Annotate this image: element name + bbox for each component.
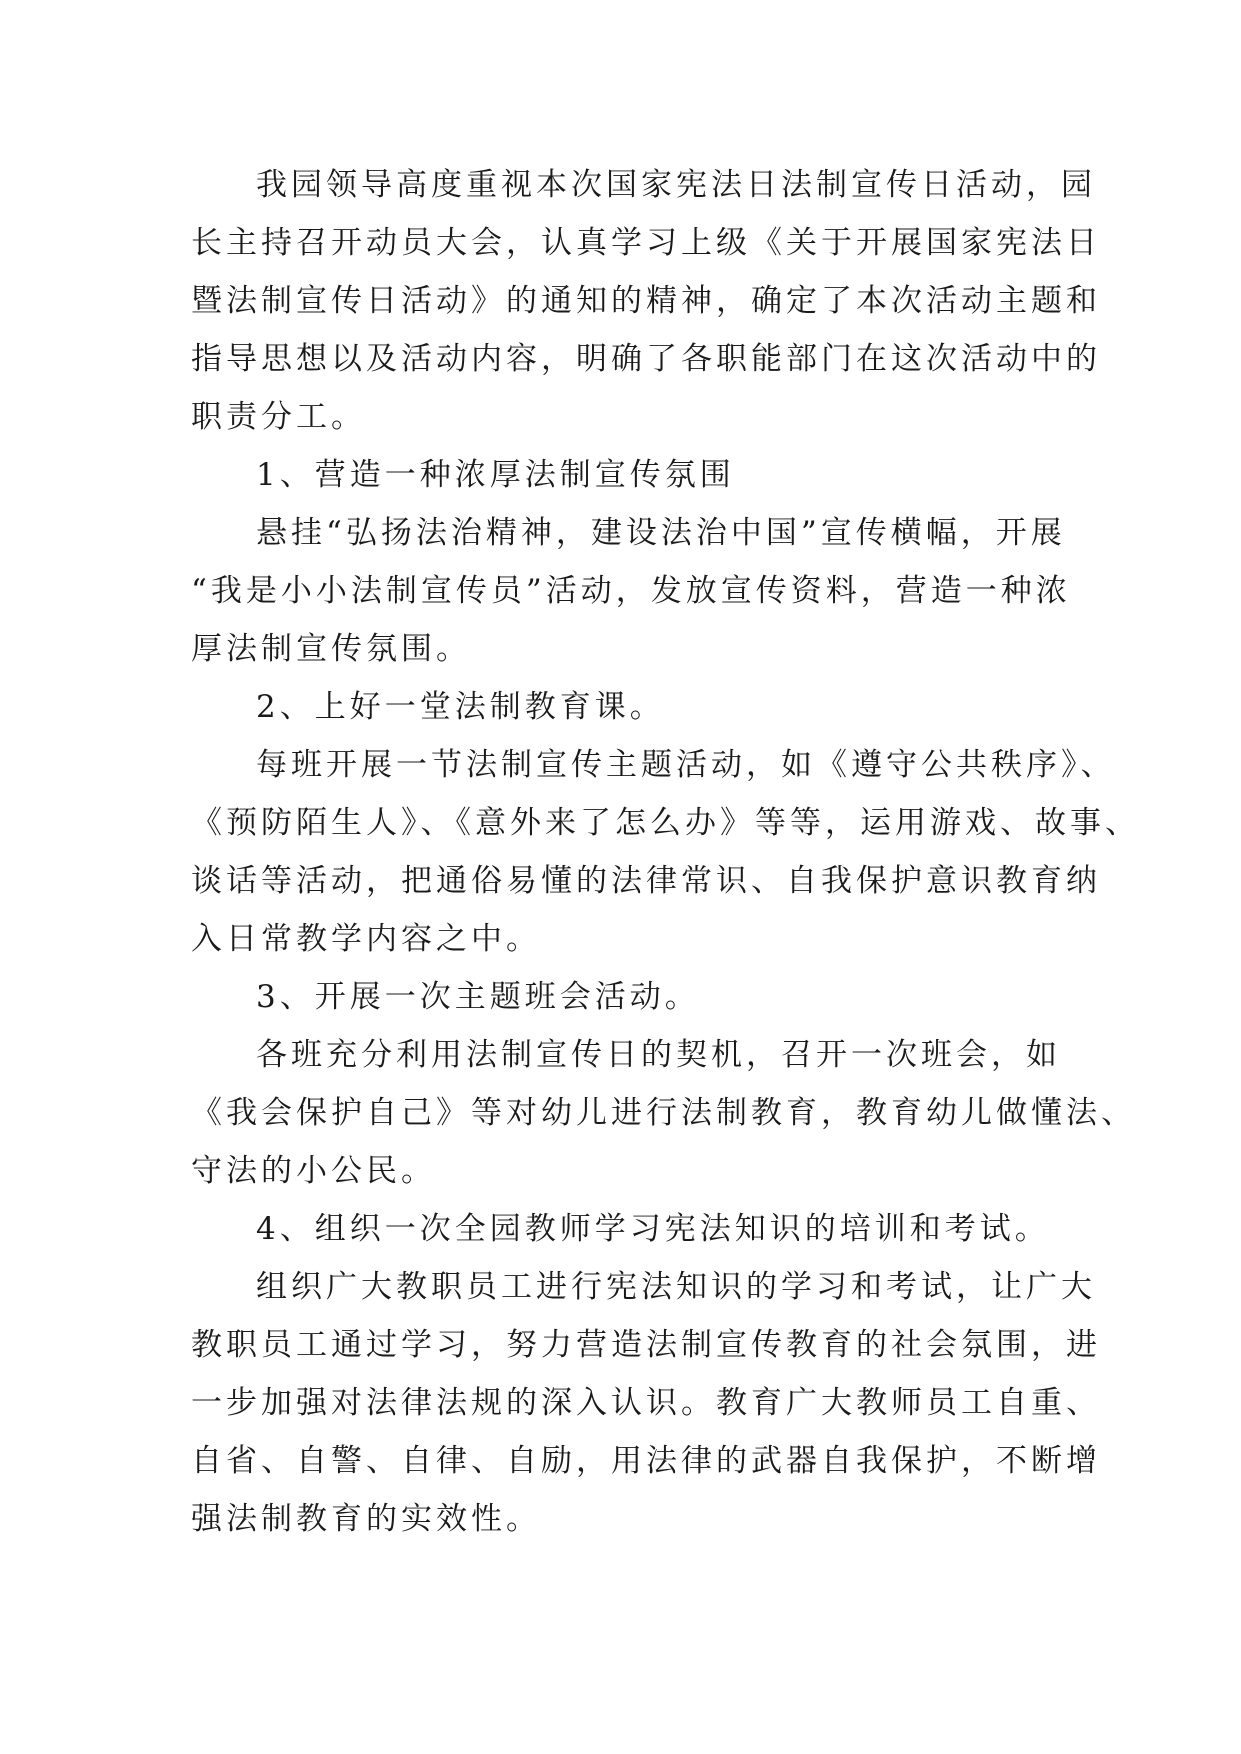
text-line: 暨法制宣传日活动》的通知的精神，确定了本次活动主题和 [191, 283, 1101, 319]
text-line: 一步加强对法律法规的深入认识。教育广大教师员工自重、 [191, 1385, 1101, 1421]
section-heading-2 [191, 678, 1071, 736]
text-line: “我是小小法制宣传员”活动，发放宣传资料，营造一种浓 [191, 573, 1071, 609]
document-body [191, 156, 1140, 1548]
text-line: 长主持召开动员大会，认真学习上级《关于开展国家宪法日 [191, 225, 1101, 261]
text-line: 职责分工。 [191, 399, 366, 435]
text-line: 各班充分利用法制宣传日的契机，召开一次班会，如 [256, 1037, 1061, 1073]
text-line: 教职员工通过学习，努力营造法制宣传教育的社会氛围，进 [191, 1327, 1101, 1363]
text-line: 4、组织一次全园教师学习宪法知识的培训和考试。 [256, 1211, 1050, 1247]
text-line: 我园领导高度重视本次国家宪法日法制宣传日活动，园 [256, 167, 1096, 203]
text-line: 组织广大教职员工进行宪法知识的学习和考试，让广大 [256, 1269, 1096, 1305]
text-line: 谈话等活动，把通俗易懂的法律常识、自我保护意识教育纳 [191, 863, 1101, 899]
paragraph-intro [191, 156, 1101, 446]
text-line: 自省、自警、自律、自励，用法律的武器自我保护，不断增 [191, 1443, 1101, 1479]
text-line: 《我会保护自己》等对幼儿进行法制教育，教育幼儿做懂法、 [191, 1095, 1136, 1131]
text-line: 《预防陌生人》、《意外来了怎么办》等等，运用游戏、故事、 [191, 805, 1140, 841]
text-line: 厚法制宣传氛围。 [191, 631, 471, 667]
text-line: 指导思想以及活动内容，明确了各职能部门在这次活动中的 [191, 341, 1101, 377]
section-heading-4 [191, 1200, 1071, 1258]
text-line: 3、开展一次主题班会活动。 [256, 979, 700, 1015]
text-line: 2、上好一堂法制教育课。 [256, 689, 665, 725]
text-line: 1、营造一种浓厚法制宣传氛围 [256, 457, 735, 493]
section-body-2 [191, 736, 1140, 968]
text-line: 强法制教育的实效性。 [191, 1501, 541, 1537]
text-line: 入日常教学内容之中。 [191, 921, 541, 957]
section-body-3 [191, 1026, 1136, 1200]
text-line: 每班开展一节法制宣传主题活动，如《遵守公共秩序》、 [256, 747, 1116, 783]
section-body-1 [191, 504, 1071, 678]
section-body-4 [191, 1258, 1101, 1548]
section-heading-1 [191, 446, 1071, 504]
text-line: 守法的小公民。 [191, 1153, 436, 1189]
section-heading-3 [191, 968, 1071, 1026]
text-line: 悬挂“弘扬法治精神，建设法治中国”宣传横幅，开展 [256, 515, 1066, 551]
